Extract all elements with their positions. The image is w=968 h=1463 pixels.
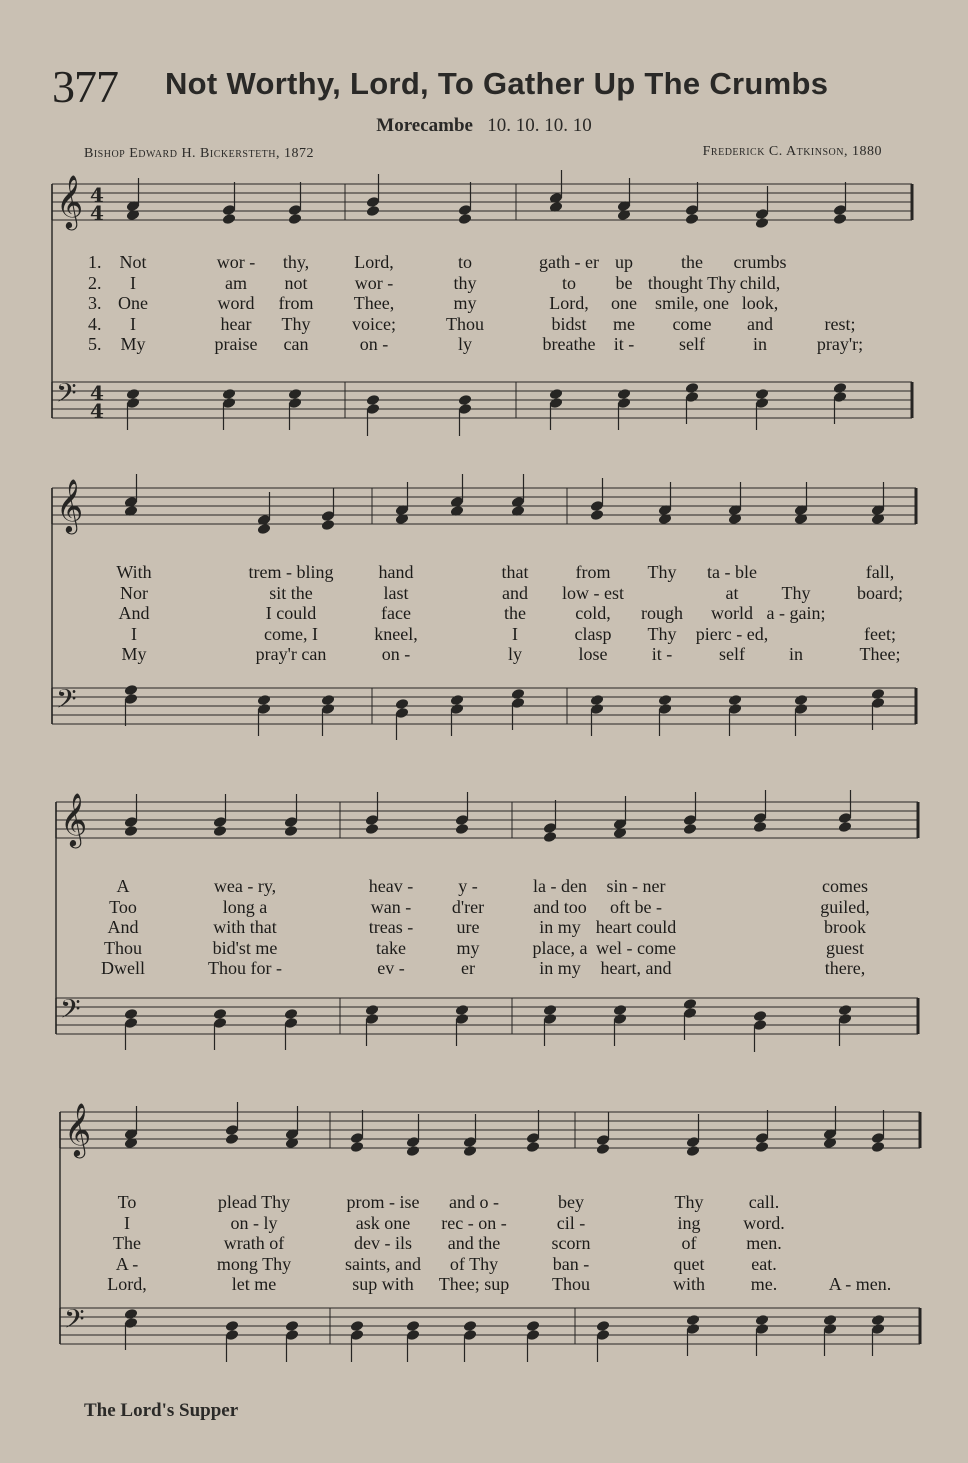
note-head xyxy=(406,1145,421,1158)
lyric-syllable: Thou for - xyxy=(208,958,282,978)
bass-clef-icon: 𝄢 xyxy=(56,683,77,721)
lyric-syllable: Lord, xyxy=(549,293,589,313)
lyric-syllable: ask one xyxy=(355,1212,411,1233)
lyric-syllable: Thy xyxy=(674,1192,704,1212)
lyric-syllable: Thou xyxy=(104,937,142,958)
time-signature: 4 xyxy=(90,399,104,423)
lyric-syllable: cold, xyxy=(575,603,611,623)
lyric-syllable: brook xyxy=(824,917,866,937)
lyric-syllable: My xyxy=(120,334,146,354)
lyric-syllable: Not xyxy=(119,252,147,272)
lyric-syllable: oft be - xyxy=(610,896,662,917)
note-head xyxy=(823,1314,838,1327)
lyric-syllable: me. xyxy=(750,1274,778,1294)
lyric-syllable: The xyxy=(113,1233,141,1253)
lyric-syllable: bey xyxy=(558,1192,584,1212)
lyric-syllable: wan - xyxy=(370,896,412,917)
lyric-syllable: on - xyxy=(359,334,389,354)
lyric-syllable: at xyxy=(725,582,739,603)
lyric-syllable: dev - ils xyxy=(354,1233,412,1253)
treble-clef-icon: 𝄞 xyxy=(64,1102,92,1156)
lyric-syllable: sup with xyxy=(352,1274,414,1294)
lyric-syllable: can xyxy=(283,334,309,354)
lyric-syllable: Lord, xyxy=(107,1274,147,1294)
verse-line xyxy=(0,1192,968,1213)
lyric-syllable: ly xyxy=(507,644,523,664)
lyric-syllable: and xyxy=(747,313,773,334)
lyric-syllable: voice; xyxy=(352,313,396,334)
lyric-syllable: pray'r can xyxy=(255,644,327,664)
lyric-syllable: to xyxy=(457,252,473,272)
lyric-syllable: with that xyxy=(213,917,277,937)
lyric-syllable: crumbs xyxy=(733,252,787,272)
composer-credit: Frederick C. Atkinson, 1880 xyxy=(702,144,882,159)
lyric-syllable: and too xyxy=(533,896,587,917)
lyric-syllable: er xyxy=(461,958,475,978)
lyric-syllable: board; xyxy=(857,582,903,603)
lyric-syllable: Thou xyxy=(552,1274,590,1294)
treble-clef-icon: 𝄞 xyxy=(60,792,88,846)
lyric-syllable: praise xyxy=(214,334,258,354)
lyric-syllable: on - xyxy=(381,644,411,664)
lyric-syllable: on - ly xyxy=(230,1212,278,1233)
lyric-syllable: from xyxy=(278,293,314,313)
lyric-syllable: wor - xyxy=(354,272,394,293)
lyric-syllable: I xyxy=(512,623,518,644)
lyric-syllable: from xyxy=(575,562,611,582)
lyric-syllable: thy, xyxy=(282,252,310,272)
note-head xyxy=(285,1320,300,1333)
note-head xyxy=(755,1314,770,1327)
lyric-syllable: and xyxy=(502,582,528,603)
lyric-syllable: Thee; sup xyxy=(438,1274,510,1294)
lyric-syllable: d'rer xyxy=(451,896,485,917)
lyric-syllable: clasp xyxy=(574,623,612,644)
lyric-syllable: lose xyxy=(578,644,608,664)
lyric-syllable: mong Thy xyxy=(216,1253,292,1274)
lyric-syllable: long a xyxy=(222,896,268,917)
lyric-syllable: I xyxy=(130,313,136,334)
lyric-syllable: breathe xyxy=(542,334,596,354)
lyric-syllable: that xyxy=(501,562,529,582)
lyric-syllable: am xyxy=(225,272,247,293)
lyric-syllable: in xyxy=(788,644,804,664)
lyric-syllable: ban - xyxy=(552,1253,590,1274)
lyric-syllable: ta - ble xyxy=(707,562,757,582)
lyric-syllable: self xyxy=(719,644,745,664)
tune-name: Morecambe xyxy=(376,115,473,136)
lyric-syllable: heart, and xyxy=(600,958,672,978)
lyric-syllable: face xyxy=(381,603,411,623)
verse-number: 3. xyxy=(88,293,102,313)
lyric-syllable: place, a xyxy=(532,937,588,958)
lyric-syllable: hear xyxy=(220,313,252,334)
lyric-syllable: feet; xyxy=(864,623,896,644)
note-head xyxy=(596,1143,611,1156)
note-head xyxy=(755,1141,770,1154)
lyric-syllable: guest xyxy=(826,937,864,958)
note-head xyxy=(350,1141,365,1154)
bass-clef-icon: 𝄢 xyxy=(56,377,77,415)
lyric-syllable: Thee; xyxy=(859,644,901,664)
lyric-syllable: Thy xyxy=(281,313,311,334)
verse-number: 1. xyxy=(88,252,102,272)
lyric-syllable: sit the xyxy=(269,582,313,603)
lyric-syllable: world xyxy=(711,603,753,623)
lyric-syllable: come, I xyxy=(264,623,318,644)
bass-clef-icon: 𝄢 xyxy=(60,993,81,1031)
treble-clef-icon: 𝄞 xyxy=(56,174,84,228)
lyric-syllable: take xyxy=(376,937,406,958)
lyric-syllable: Too xyxy=(109,896,137,917)
verse-line xyxy=(0,1274,968,1295)
lyric-syllable: And xyxy=(107,917,139,937)
lyric-syllable: ure xyxy=(456,917,480,937)
lyric-syllable: rough xyxy=(641,603,683,623)
lyric-syllable: To xyxy=(117,1192,137,1212)
lyric-syllable: trem - bling xyxy=(248,562,334,582)
lyric-syllable: self xyxy=(679,334,705,354)
lyric-syllable: guiled, xyxy=(820,896,870,917)
lyric-syllable: kneel, xyxy=(374,623,418,644)
time-signature: 4 xyxy=(90,201,104,225)
lyric-syllable: prom - ise xyxy=(346,1192,420,1212)
lyric-syllable: of Thy xyxy=(449,1253,499,1274)
meter: 10. 10. 10. 10 xyxy=(487,115,592,136)
lyric-syllable: ly xyxy=(457,334,473,354)
lyric-syllable: smile, one xyxy=(655,293,729,313)
verse-line xyxy=(0,1254,968,1275)
lyric-syllable: there, xyxy=(824,958,866,978)
lyric-syllable: pierc - ed, xyxy=(695,623,769,644)
lyric-syllable: Thou xyxy=(446,313,484,334)
note-head xyxy=(124,1308,139,1321)
time-signature: 4 xyxy=(90,381,104,405)
lyric-syllable: quet xyxy=(673,1253,705,1274)
lyric-syllable: wea - ry, xyxy=(213,876,277,896)
lyric-syllable: child, xyxy=(739,272,781,293)
note-head xyxy=(225,1320,240,1333)
verse-number: 2. xyxy=(88,272,102,293)
note-head xyxy=(526,1141,541,1154)
lyric-syllable: it - xyxy=(651,644,673,664)
lyric-syllable: And xyxy=(118,603,150,623)
lyric-syllable: treas - xyxy=(368,917,414,937)
verse-line xyxy=(0,1213,968,1234)
lyric-syllable: be xyxy=(615,272,633,293)
lyric-syllable: scorn xyxy=(551,1233,591,1253)
lyric-syllable: word xyxy=(217,293,255,313)
lyric-syllable: ev - xyxy=(377,958,405,978)
lyric-syllable: a - gain; xyxy=(766,603,826,623)
lyric-syllable: Lord, xyxy=(354,252,394,272)
lyric-syllable: of xyxy=(681,1233,697,1253)
lyric-syllable: one xyxy=(611,293,637,313)
verse-number: 5. xyxy=(88,334,102,354)
lyric-syllable: my xyxy=(453,293,477,313)
lyric-syllable: me xyxy=(613,313,635,334)
section-footer: The Lord's Supper xyxy=(84,1400,239,1421)
lyric-syllable: in xyxy=(752,334,768,354)
lyric-syllable: gath - er xyxy=(539,252,599,272)
lyric-syllable: to xyxy=(561,272,577,293)
author-credit: Bishop Edward H. Bickersteth, 1872 xyxy=(84,146,315,161)
note-head xyxy=(596,1320,611,1333)
lyric-syllable: Nor xyxy=(120,582,148,603)
lyric-syllable: With xyxy=(116,562,152,582)
lyric-syllable: let me xyxy=(231,1274,277,1294)
lyric-syllable: comes xyxy=(822,876,868,896)
lyric-syllable: cil - xyxy=(556,1212,586,1233)
lyric-syllable: it - xyxy=(613,334,635,354)
lyric-syllable: look, xyxy=(741,293,779,313)
lyric-syllable: thought Thy xyxy=(647,272,737,293)
lyric-syllable: sin - ner xyxy=(606,876,666,896)
lyric-syllable: rest; xyxy=(824,313,856,334)
lyric-syllable: I could xyxy=(265,603,317,623)
lyric-syllable: I xyxy=(130,272,136,293)
note-head xyxy=(463,1145,478,1158)
lyric-syllable: in my xyxy=(539,917,581,937)
lyric-syllable: Thy xyxy=(781,582,811,603)
lyric-syllable: fall, xyxy=(865,562,895,582)
lyric-syllable: I xyxy=(131,623,137,644)
lyric-syllable: last xyxy=(383,582,409,603)
lyric-syllable: ing xyxy=(677,1212,701,1233)
lyric-syllable: Thee, xyxy=(353,293,395,313)
lyric-syllable: not xyxy=(284,272,308,293)
verse-line xyxy=(0,1233,968,1254)
lyric-syllable: Dwell xyxy=(101,958,145,978)
note-head xyxy=(526,1320,541,1333)
note-head xyxy=(871,1141,886,1154)
verse-number: 4. xyxy=(88,313,102,334)
lyric-syllable: My xyxy=(121,644,147,664)
note-head xyxy=(463,1320,478,1333)
lyric-syllable: A - xyxy=(115,1253,139,1274)
lyric-syllable: up xyxy=(615,252,633,272)
lyric-syllable: bidst xyxy=(551,313,587,334)
lyric-syllable: word. xyxy=(743,1212,785,1233)
note-head xyxy=(350,1320,365,1333)
lyric-syllable: and the xyxy=(447,1233,501,1253)
lyric-syllable: eat. xyxy=(751,1253,777,1274)
lyric-syllable: la - den xyxy=(533,876,587,896)
lyric-syllable: call. xyxy=(748,1192,780,1212)
note-head xyxy=(686,1145,701,1158)
lyric-syllable: and o - xyxy=(449,1192,499,1212)
lyric-syllable: Thy xyxy=(647,623,677,644)
lyric-syllable: the xyxy=(681,252,703,272)
note-head xyxy=(225,1133,240,1146)
lyric-syllable: hand xyxy=(378,562,414,582)
lyric-syllable: wel - come xyxy=(596,937,676,958)
lyric-syllable: I xyxy=(124,1212,130,1233)
time-signature: 4 xyxy=(90,183,104,207)
lyric-syllable: One xyxy=(118,293,148,313)
lyric-syllable: A - men. xyxy=(828,1274,892,1294)
lyric-syllable: with xyxy=(672,1274,706,1294)
note-head xyxy=(871,1314,886,1327)
lyric-syllable: men. xyxy=(746,1233,782,1253)
lyric-syllable: plead Thy xyxy=(217,1192,291,1212)
lyric-syllable: low - est xyxy=(562,582,624,603)
bass-clef-icon: 𝄢 xyxy=(64,1303,85,1341)
lyric-syllable: A xyxy=(116,876,130,896)
note-head xyxy=(686,1314,701,1327)
lyric-syllable: thy xyxy=(453,272,477,293)
lyric-syllable: pray'r; xyxy=(816,334,864,354)
lyric-syllable: wor - xyxy=(216,252,256,272)
lyric-syllable: rec - on - xyxy=(441,1212,507,1233)
treble-clef-icon: 𝄞 xyxy=(56,478,84,532)
lyric-syllable: my xyxy=(456,937,480,958)
lyric-syllable: Thy xyxy=(647,562,677,582)
lyric-syllable: y - xyxy=(458,876,478,896)
lyric-syllable: come xyxy=(672,313,712,334)
lyric-syllable: saints, and xyxy=(345,1253,421,1274)
note-head xyxy=(406,1320,421,1333)
lyric-syllable: the xyxy=(504,603,526,623)
lyric-syllable: bid'st me xyxy=(212,937,278,958)
hymn-number: 377 xyxy=(52,61,118,112)
hymn-title: Not Worthy, Lord, To Gather Up The Crumbs xyxy=(165,66,829,101)
lyric-syllable: in my xyxy=(539,958,581,978)
lyric-syllable: heart could xyxy=(595,917,677,937)
lyric-syllable: wrath of xyxy=(223,1233,285,1253)
lyric-syllable: heav - xyxy=(368,876,414,896)
